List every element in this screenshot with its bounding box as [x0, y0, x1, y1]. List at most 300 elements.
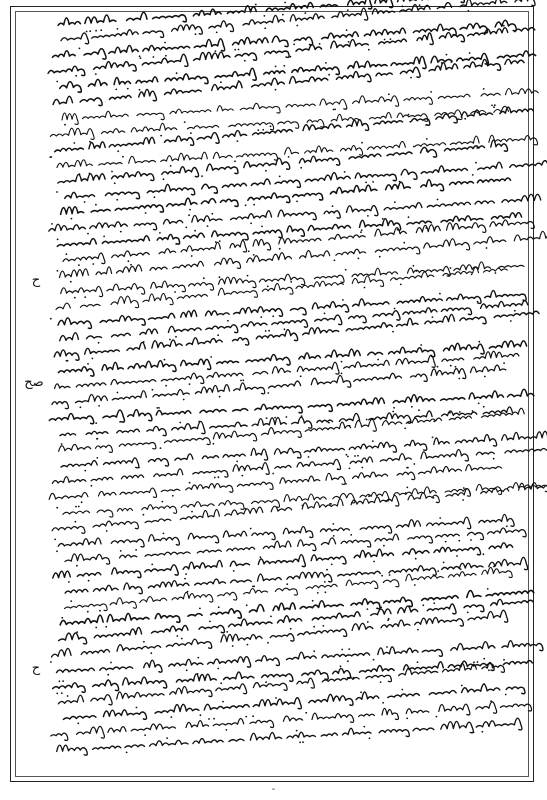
diacritic-dot [117, 392, 119, 394]
diacritic-dot [54, 539, 56, 541]
margin-mark: صح [24, 375, 44, 390]
diacritic-dot [300, 375, 302, 377]
diacritic-dot [220, 682, 222, 684]
diacritic-dot [197, 673, 199, 675]
diacritic-dot [248, 250, 250, 252]
diacritic-dot [425, 124, 427, 126]
diacritic-dot [483, 406, 485, 408]
diacritic-dot [380, 681, 382, 683]
diacritic-dot [264, 27, 266, 29]
diacritic-dot [458, 378, 460, 380]
diacritic-dot [441, 62, 443, 64]
diacritic-dot [234, 160, 236, 162]
diacritic-dot [437, 570, 439, 572]
diacritic-dot [392, 331, 394, 333]
diacritic-dot [422, 604, 424, 606]
diacritic-dot [467, 612, 469, 614]
diacritic-dot [334, 259, 336, 261]
diacritic-dot [51, 223, 53, 225]
diacritic-dot [348, 41, 350, 43]
diacritic-dot [252, 586, 254, 588]
diacritic-dot [393, 407, 395, 409]
diacritic-dot [238, 49, 240, 51]
diacritic-dot [270, 125, 272, 127]
diacritic-dot [50, 661, 52, 663]
diacritic-dot [183, 399, 185, 401]
diacritic-dot [299, 742, 301, 744]
diacritic-dot [218, 476, 220, 478]
diacritic-dot [487, 588, 489, 590]
diacritic-dot [483, 683, 485, 685]
diacritic-dot [324, 581, 326, 583]
diacritic-dot [483, 553, 485, 555]
diacritic-dot [105, 626, 107, 628]
diacritic-dot [380, 607, 382, 609]
diacritic-dot [297, 457, 299, 459]
diacritic-dot [265, 170, 267, 172]
diacritic-dot [450, 365, 452, 367]
handwritten-line [63, 684, 525, 719]
diacritic-dot [275, 697, 277, 699]
diacritic-dot [265, 681, 267, 683]
diacritic-dot [413, 265, 415, 267]
diacritic-dot [272, 315, 274, 317]
diacritic-dot [110, 662, 112, 664]
diacritic-dot [475, 162, 477, 164]
diacritic-dot [493, 566, 495, 568]
diacritic-dot [488, 669, 490, 671]
diacritic-dot [319, 43, 321, 45]
diacritic-dot [227, 320, 229, 322]
diacritic-dot [286, 583, 288, 585]
diacritic-dot [241, 475, 243, 477]
diacritic-dot [76, 565, 78, 567]
diacritic-dot [510, 320, 512, 322]
diacritic-dot [98, 105, 100, 107]
diacritic-dot [75, 75, 77, 77]
diacritic-dot [382, 702, 384, 704]
diacritic-dot [250, 222, 252, 224]
diacritic-dot [323, 625, 325, 627]
diacritic-dot [195, 33, 197, 35]
diacritic-dot [341, 649, 343, 651]
diacritic-dot [181, 638, 183, 640]
diacritic-dot [95, 204, 97, 206]
diacritic-dot [347, 660, 349, 662]
diacritic-dot [358, 258, 360, 260]
diacritic-dot [345, 483, 347, 485]
diacritic-dot [450, 267, 452, 269]
diacritic-dot [514, 310, 516, 312]
diacritic-dot [176, 635, 178, 637]
diacritic-dot [360, 231, 362, 233]
diacritic-dot [463, 487, 465, 489]
diacritic-dot [89, 141, 91, 143]
diacritic-dot [217, 334, 219, 336]
diacritic-dot [451, 61, 453, 63]
handwritten-line [58, 140, 508, 183]
diacritic-dot [120, 550, 122, 552]
diacritic-dot [313, 626, 315, 628]
diacritic-dot [143, 514, 145, 516]
diacritic-dot [330, 503, 332, 505]
diacritic-dot [154, 196, 156, 198]
diacritic-dot [95, 627, 97, 629]
diacritic-dot [257, 129, 259, 131]
diacritic-dot [127, 88, 129, 90]
diacritic-dot [226, 631, 228, 633]
diacritic-dot [439, 517, 441, 519]
diacritic-dot [293, 44, 295, 46]
diacritic-dot [139, 55, 141, 57]
diacritic-dot [392, 411, 394, 413]
diacritic-dot [240, 380, 242, 382]
diacritic-dot [369, 737, 371, 739]
diacritic-dot [348, 648, 350, 650]
diacritic-dot [325, 62, 327, 64]
diacritic-dot [80, 406, 82, 408]
diacritic-dot [382, 218, 384, 220]
diacritic-dot [430, 91, 432, 93]
diacritic-dot [84, 296, 86, 298]
diacritic-dot [127, 260, 129, 262]
diacritic-dot [111, 171, 113, 173]
diacritic-dot [332, 205, 334, 207]
diacritic-dot [426, 138, 428, 140]
diacritic-dot [242, 379, 244, 381]
diacritic-dot [234, 49, 236, 51]
diacritic-dot [75, 506, 77, 508]
diacritic-dot [491, 105, 493, 107]
handwritten-line [55, 107, 534, 152]
diacritic-dot [449, 412, 451, 414]
diacritic-dot [333, 109, 335, 111]
diacritic-dot [483, 88, 485, 90]
diacritic-dot [140, 57, 142, 59]
diacritic-dot [290, 628, 292, 630]
diacritic-dot [477, 661, 479, 663]
diacritic-dot [420, 344, 422, 346]
diacritic-dot [91, 485, 93, 487]
diacritic-dot [207, 225, 209, 227]
diacritic-dot [367, 621, 369, 623]
diacritic-dot [346, 454, 348, 456]
diacritic-dot [139, 89, 141, 91]
diacritic-dot [79, 48, 81, 50]
diacritic-dot [98, 342, 100, 344]
diacritic-dot [244, 60, 246, 62]
diacritic-dot [170, 165, 172, 167]
diacritic-dot [59, 680, 61, 682]
diacritic-dot [219, 240, 221, 242]
diacritic-dot [70, 281, 72, 283]
diacritic-dot [106, 530, 108, 532]
diacritic-dot [84, 201, 86, 203]
diacritic-dot [360, 691, 362, 693]
diacritic-dot [433, 602, 435, 604]
diacritic-dot [237, 140, 239, 142]
diacritic-dot [304, 12, 306, 14]
diacritic-dot [417, 661, 419, 663]
diacritic-dot [160, 447, 162, 449]
diacritic-dot [267, 392, 269, 394]
diacritic-dot [401, 689, 403, 691]
diacritic-dot [130, 264, 132, 266]
diacritic-dot [126, 752, 128, 754]
handwritten-line [60, 51, 536, 92]
diacritic-dot [214, 477, 216, 479]
diacritic-dot [100, 29, 102, 31]
diacritic-dot [361, 229, 363, 231]
diacritic-dot [461, 685, 463, 687]
diacritic-dot [411, 406, 413, 408]
diacritic-dot [247, 644, 249, 646]
diacritic-dot [473, 661, 475, 663]
diacritic-dot [61, 617, 63, 619]
diacritic-dot [413, 463, 415, 465]
diacritic-dot [203, 277, 205, 279]
diacritic-dot [439, 293, 441, 295]
diacritic-dot [152, 389, 154, 391]
diacritic-dot [233, 570, 235, 572]
handwritten-line [62, 88, 538, 124]
diacritic-dot [410, 77, 412, 79]
diacritic-dot [493, 458, 495, 460]
diacritic-dot [84, 470, 86, 472]
diacritic-dot [477, 301, 479, 303]
diacritic-dot [188, 214, 190, 216]
diacritic-dot [266, 417, 268, 419]
diacritic-dot [236, 461, 238, 463]
diacritic-dot [415, 558, 417, 560]
diacritic-dot [210, 356, 212, 358]
diacritic-dot [286, 416, 288, 418]
diacritic-dot [103, 236, 105, 238]
diacritic-dot [389, 574, 391, 576]
diacritic-dot [332, 523, 334, 525]
diacritic-dot [282, 14, 284, 16]
diacritic-dot [159, 232, 161, 234]
diacritic-dot [217, 668, 219, 670]
diacritic-dot [446, 54, 448, 56]
diacritic-dot [222, 701, 224, 703]
diacritic-dot [408, 216, 410, 218]
diacritic-dot [267, 642, 269, 644]
diacritic-dot [87, 611, 89, 613]
diacritic-dot [245, 716, 247, 718]
diacritic-dot [305, 712, 307, 714]
diacritic-dot [150, 652, 152, 654]
diacritic-dot [165, 55, 167, 57]
diacritic-dot [213, 718, 215, 720]
diacritic-dot [365, 182, 367, 184]
diacritic-dot [86, 31, 88, 33]
diacritic-dot [253, 254, 255, 256]
diacritic-dot [115, 89, 117, 91]
diacritic-dot [184, 578, 186, 580]
diacritic-dot [490, 700, 492, 702]
diacritic-dot [116, 199, 118, 201]
diacritic-dot [345, 269, 347, 271]
diacritic-dot [187, 591, 189, 593]
diacritic-dot [341, 373, 343, 375]
diacritic-dot [288, 156, 290, 158]
handwritten-line [49, 465, 501, 500]
diacritic-dot [414, 584, 416, 586]
diacritic-dot [56, 693, 58, 695]
diacritic-dot [215, 50, 217, 52]
diacritic-dot [166, 737, 168, 739]
diacritic-dot [61, 443, 63, 445]
diacritic-dot [264, 15, 266, 17]
diacritic-dot [186, 669, 188, 671]
margin-mark: ح [31, 273, 41, 288]
diacritic-dot [283, 65, 285, 67]
diacritic-dot [117, 150, 119, 152]
diacritic-dot [268, 330, 270, 332]
diacritic-dot [61, 692, 63, 694]
diacritic-dot [471, 274, 473, 276]
diacritic-dot [189, 383, 191, 385]
diacritic-dot [79, 173, 81, 175]
diacritic-dot [97, 438, 99, 440]
diacritic-dot [326, 569, 328, 571]
diacritic-dot [164, 359, 166, 361]
diacritic-dot [135, 549, 137, 551]
diacritic-dot [419, 4, 421, 6]
diacritic-dot [481, 731, 483, 733]
diacritic-dot [74, 297, 76, 299]
diacritic-dot [78, 506, 80, 508]
diacritic-dot [503, 25, 505, 27]
handwritten-line [61, 178, 511, 214]
diacritic-dot [172, 495, 174, 497]
diacritic-dot [122, 156, 124, 158]
diacritic-dot [313, 650, 315, 652]
diacritic-dot [367, 215, 369, 217]
diacritic-dot [216, 32, 218, 34]
handwritten-line [50, 106, 508, 139]
diacritic-dot [250, 528, 252, 530]
diacritic-dot [143, 641, 145, 643]
diacritic-dot [312, 600, 314, 602]
diacritic-dot [209, 621, 211, 623]
diacritic-dot [184, 121, 186, 123]
diacritic-dot [200, 714, 202, 716]
diacritic-dot [347, 9, 349, 11]
diacritic-dot [436, 716, 438, 718]
diacritic-dot [486, 247, 488, 249]
diacritic-dot [503, 659, 505, 661]
diacritic-dot [261, 226, 263, 228]
diacritic-dot [462, 499, 464, 501]
diacritic-dot [337, 468, 339, 470]
diacritic-dot [407, 467, 409, 469]
diacritic-dot [56, 81, 58, 83]
diacritic-dot [296, 201, 298, 203]
diacritic-dot [361, 142, 363, 144]
diacritic-dot [189, 482, 191, 484]
diacritic-dot [57, 239, 59, 241]
diacritic-dot [117, 28, 119, 30]
margin-mark: ح [31, 661, 41, 676]
diacritic-dot [274, 417, 276, 419]
diacritic-dot [464, 118, 466, 120]
diacritic-dot [252, 715, 254, 717]
diacritic-dot [262, 129, 264, 131]
page-number-mark: - [271, 784, 276, 795]
diacritic-dot [384, 39, 386, 41]
handwritten-line [63, 483, 547, 517]
diacritic-dot [279, 176, 281, 178]
diacritic-dot [245, 204, 247, 206]
diacritic-dot [87, 363, 89, 365]
diacritic-dot [197, 657, 199, 659]
diacritic-dot [432, 316, 434, 318]
diacritic-dot [232, 645, 234, 647]
diacritic-dot [215, 241, 217, 243]
diacritic-dot [483, 658, 485, 660]
diacritic-dot [506, 525, 508, 527]
diacritic-dot [368, 49, 370, 51]
diacritic-dot [417, 629, 419, 631]
diacritic-dot [400, 284, 402, 286]
diacritic-dot [136, 707, 138, 709]
diacritic-dot [468, 10, 470, 12]
diacritic-dot [472, 410, 474, 412]
diacritic-dot [160, 135, 162, 137]
diacritic-dot [403, 242, 405, 244]
handwritten-line [57, 135, 538, 167]
diacritic-dot [347, 456, 349, 458]
diacritic-dot [493, 106, 495, 108]
diacritic-dot [399, 181, 401, 183]
diacritic-dot [66, 253, 68, 255]
diacritic-dot [96, 457, 98, 459]
handwritten-line [51, 702, 532, 741]
handwritten-line [57, 718, 522, 755]
diacritic-dot [342, 299, 344, 301]
diacritic-dot [364, 287, 366, 289]
diacritic-dot [119, 421, 121, 423]
diacritic-dot [213, 443, 215, 445]
diacritic-dot [459, 411, 461, 413]
diacritic-dot [328, 422, 330, 424]
diacritic-dot [413, 146, 415, 148]
diacritic-dot [401, 5, 403, 7]
diacritic-dot [201, 175, 203, 177]
handwritten-line [65, 567, 513, 610]
diacritic-dot [76, 631, 78, 633]
diacritic-dot [437, 199, 439, 201]
diacritic-dot [473, 731, 475, 733]
diacritic-dot [308, 456, 310, 458]
diacritic-dot [478, 403, 480, 405]
diacritic-dot [220, 81, 222, 83]
diacritic-dot [373, 561, 375, 563]
handwritten-line [52, 483, 547, 534]
diacritic-dot [345, 108, 347, 110]
diacritic-dot [138, 467, 140, 469]
diacritic-dot [383, 545, 385, 547]
diacritic-dot [260, 556, 262, 558]
diacritic-dot [153, 56, 155, 58]
diacritic-dot [145, 212, 147, 214]
handwritten-lines [48, 0, 547, 755]
diacritic-dot [211, 213, 213, 215]
diacritic-dot [190, 132, 192, 134]
diacritic-dot [255, 4, 257, 6]
